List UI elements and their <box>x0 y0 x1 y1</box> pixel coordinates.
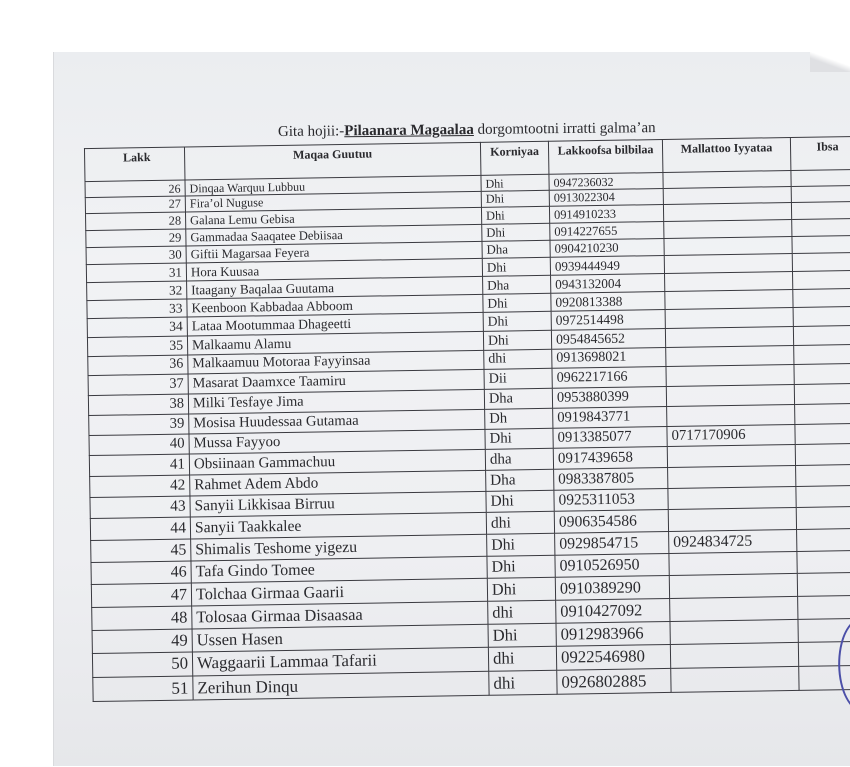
row-name: Ussen Hasen <box>192 624 488 652</box>
row-signature <box>664 253 792 273</box>
row-name: Hora Kuusaa <box>186 258 482 281</box>
header-mallattoo: Mallattoo Iyyataa <box>662 137 791 172</box>
row-number: 44 <box>90 517 190 541</box>
title-emphasis: Pilaanara Magaalaa <box>344 121 474 140</box>
row-remark <box>798 595 850 619</box>
row-name: Keenboon Kabbadaa Abboom <box>187 294 483 317</box>
row-phone: 0920813388 <box>551 291 665 311</box>
row-remark <box>791 169 850 186</box>
row-gender: Dhi <box>487 533 555 556</box>
row-phone: 0914227655 <box>550 221 664 240</box>
row-gender: Dh <box>485 408 553 429</box>
row-number: 30 <box>86 246 186 265</box>
row-signature <box>664 236 792 255</box>
row-name: Milki Tesfaye Jima <box>188 389 484 414</box>
row-number: 50 <box>92 652 192 678</box>
row-signature <box>664 219 792 238</box>
row-gender: dhi <box>486 511 554 534</box>
row-signature <box>668 486 796 509</box>
header-korniyaa: Korniyaa <box>480 141 549 175</box>
row-phone: 0926802885 <box>557 668 671 694</box>
row-remark <box>793 325 850 345</box>
row-signature <box>665 271 793 291</box>
row-number: 31 <box>86 263 186 283</box>
row-name: Gammadaa Saaqatee Debiisaa <box>186 224 482 246</box>
row-name: Masarat Daamxce Taamiru <box>188 369 484 394</box>
header-lakkoofsa: Lakkoofsa bilbilaa <box>548 140 663 175</box>
row-phone: 0947236032 <box>549 173 663 191</box>
row-name: Tolosaa Girmaa Disaasaa <box>192 601 488 629</box>
row-remark <box>793 306 850 326</box>
row-remark <box>797 572 850 596</box>
row-phone: 0904210230 <box>550 238 664 257</box>
row-phone: 0914910233 <box>549 204 663 223</box>
row-phone: 0954845652 <box>551 328 665 349</box>
row-remark <box>794 363 850 384</box>
row-number: 36 <box>88 355 188 376</box>
row-gender: dhi <box>488 646 556 671</box>
row-number: 46 <box>91 561 191 585</box>
row-number: 51 <box>93 676 193 702</box>
row-remark <box>794 383 850 404</box>
row-number: 28 <box>85 212 185 231</box>
row-signature <box>665 326 793 347</box>
row-signature <box>665 289 793 309</box>
row-remark <box>796 485 850 507</box>
row-phone: 0925311053 <box>554 488 668 511</box>
row-name: Tafa Gindo Tomee <box>191 556 487 583</box>
row-name: Shimalis Teshome yigezu <box>191 534 487 561</box>
row-remark <box>797 550 850 573</box>
row-signature <box>666 384 794 406</box>
row-name: Malkaamu Alamu <box>187 331 483 355</box>
row-gender: Dhi <box>488 623 556 647</box>
row-name: Itaagany Baqalaa Guutama <box>187 276 483 299</box>
row-name: Waggaarii Lammaa Tafarii <box>192 647 488 676</box>
header-lakk: Lakk <box>84 147 185 182</box>
row-name: Malkaamuu Motoraa Fayyinsaa <box>188 350 484 374</box>
row-phone: 0910526950 <box>555 553 669 577</box>
row-phone: 0912983966 <box>556 621 670 646</box>
row-phone: 0983387805 <box>554 467 668 490</box>
row-phone: 0922546980 <box>556 644 670 670</box>
row-signature: 0717170906 <box>667 424 795 446</box>
row-gender: Dhi <box>485 428 553 449</box>
row-gender: Dhi <box>483 293 551 312</box>
row-phone: 0913385077 <box>553 426 667 448</box>
row-phone: 0939444949 <box>550 255 664 275</box>
row-phone: 0917439658 <box>553 446 667 469</box>
row-gender: Dha <box>484 388 552 409</box>
row-name: Fira’ol Nuguse <box>185 191 481 212</box>
row-signature <box>670 619 798 644</box>
row-name: Mosisa Huudessaa Gutamaa <box>189 409 485 434</box>
row-name: Mussa Fayyoo <box>189 429 485 454</box>
row-signature <box>668 507 796 531</box>
row-remark <box>792 218 850 236</box>
row-remark <box>792 252 850 271</box>
table-body <box>85 169 850 701</box>
row-number: 47 <box>91 583 191 608</box>
row-remark <box>795 403 850 424</box>
row-gender: dha <box>485 448 553 470</box>
row-phone: 0910427092 <box>556 598 670 623</box>
row-remark <box>796 464 850 486</box>
row-number: 45 <box>91 539 191 563</box>
row-number: 39 <box>89 414 189 436</box>
row-signature <box>671 666 799 692</box>
row-name: Rahmet Adem Abdo <box>190 470 486 496</box>
row-signature <box>666 364 794 386</box>
row-number: 34 <box>87 317 187 338</box>
row-number: 35 <box>87 336 187 357</box>
row-remark <box>796 506 850 529</box>
row-signature <box>665 307 793 328</box>
row-name: Tolchaa Girmaa Gaarii <box>191 578 487 606</box>
header-ibsa: Ibsa <box>790 136 850 170</box>
row-name: Zerihun Dinqu <box>193 671 489 700</box>
row-signature <box>667 404 795 426</box>
row-remark <box>795 443 850 465</box>
row-remark <box>793 288 850 307</box>
row-number: 29 <box>86 229 186 248</box>
row-number: 27 <box>85 196 185 214</box>
row-gender: dhi <box>489 670 557 695</box>
row-signature <box>670 596 798 621</box>
row-remark <box>795 423 850 444</box>
row-number: 40 <box>89 434 189 456</box>
row-remark <box>797 528 850 551</box>
row-name: Obsiinaan Gammachuu <box>189 449 485 475</box>
row-number: 48 <box>92 606 192 631</box>
row-phone: 0910389290 <box>555 575 669 600</box>
row-signature <box>669 551 797 575</box>
row-gender: dhi <box>488 600 556 624</box>
applicants-table <box>84 136 850 702</box>
row-gender: Dhi <box>486 490 554 512</box>
row-signature <box>666 345 794 366</box>
row-name: Galana Lemu Gebisa <box>185 207 481 229</box>
row-signature <box>667 444 795 467</box>
row-signature <box>668 465 796 488</box>
row-name: Dinqaa Warquu Lubbuu <box>185 175 481 196</box>
row-gender: Dha <box>482 240 550 258</box>
row-gender: Dhi <box>483 311 551 331</box>
row-signature <box>669 573 797 598</box>
row-remark <box>792 270 850 289</box>
row-name: Sanyii Likkisaa Birruu <box>190 491 486 517</box>
row-number: 26 <box>85 180 185 198</box>
row-remark <box>792 235 850 253</box>
row-phone: 0913022304 <box>549 189 663 207</box>
row-phone: 0943132004 <box>551 273 665 293</box>
row-gender: Dii <box>484 368 552 389</box>
row-gender: Dha <box>486 469 554 491</box>
row-gender: Dhi <box>481 190 549 207</box>
row-name: Lataa Mootummaa Dhageetti <box>187 312 483 336</box>
row-phone: 0972514498 <box>551 309 665 330</box>
row-phone: 0953880399 <box>552 386 666 408</box>
row-number: 33 <box>87 299 187 319</box>
row-phone: 0919843771 <box>553 406 667 428</box>
row-phone: 0906354586 <box>554 509 668 533</box>
title-prefix: Gita hojii:- <box>277 123 345 140</box>
header-maqaa: Maqaa Guutuu <box>184 142 480 180</box>
row-number: 41 <box>89 454 189 477</box>
row-phone: 0962217166 <box>552 366 666 388</box>
row-signature <box>663 202 791 221</box>
row-phone: 0929854715 <box>555 531 669 555</box>
row-gender: Dhi <box>487 577 555 601</box>
row-gender: dhi <box>484 349 552 369</box>
row-signature: 0924834725 <box>669 529 797 553</box>
row-number: 42 <box>90 475 190 498</box>
row-remark <box>791 185 850 202</box>
row-number: 37 <box>88 374 188 396</box>
row-name: Giftii Magarsaa Feyera <box>186 241 482 263</box>
row-gender: Dhi <box>483 330 551 350</box>
row-name: Sanyii Taakkalee <box>190 512 486 539</box>
title-suffix: dorgomtootni irratti galma’an <box>473 120 656 138</box>
row-gender: Dhi <box>481 206 549 224</box>
row-phone: 0913698021 <box>552 347 666 368</box>
row-gender: Dha <box>483 275 551 294</box>
row-remark <box>794 344 850 364</box>
row-number: 32 <box>87 281 187 301</box>
row-signature <box>670 642 798 668</box>
row-number: 49 <box>92 629 192 654</box>
row-gender: Dhi <box>482 257 550 276</box>
row-gender: Dhi <box>481 174 549 191</box>
row-number: 38 <box>88 394 188 416</box>
row-number: 43 <box>90 496 190 519</box>
row-gender: Dhi <box>487 555 555 578</box>
row-remark <box>791 201 850 219</box>
row-gender: Dhi <box>482 223 550 241</box>
